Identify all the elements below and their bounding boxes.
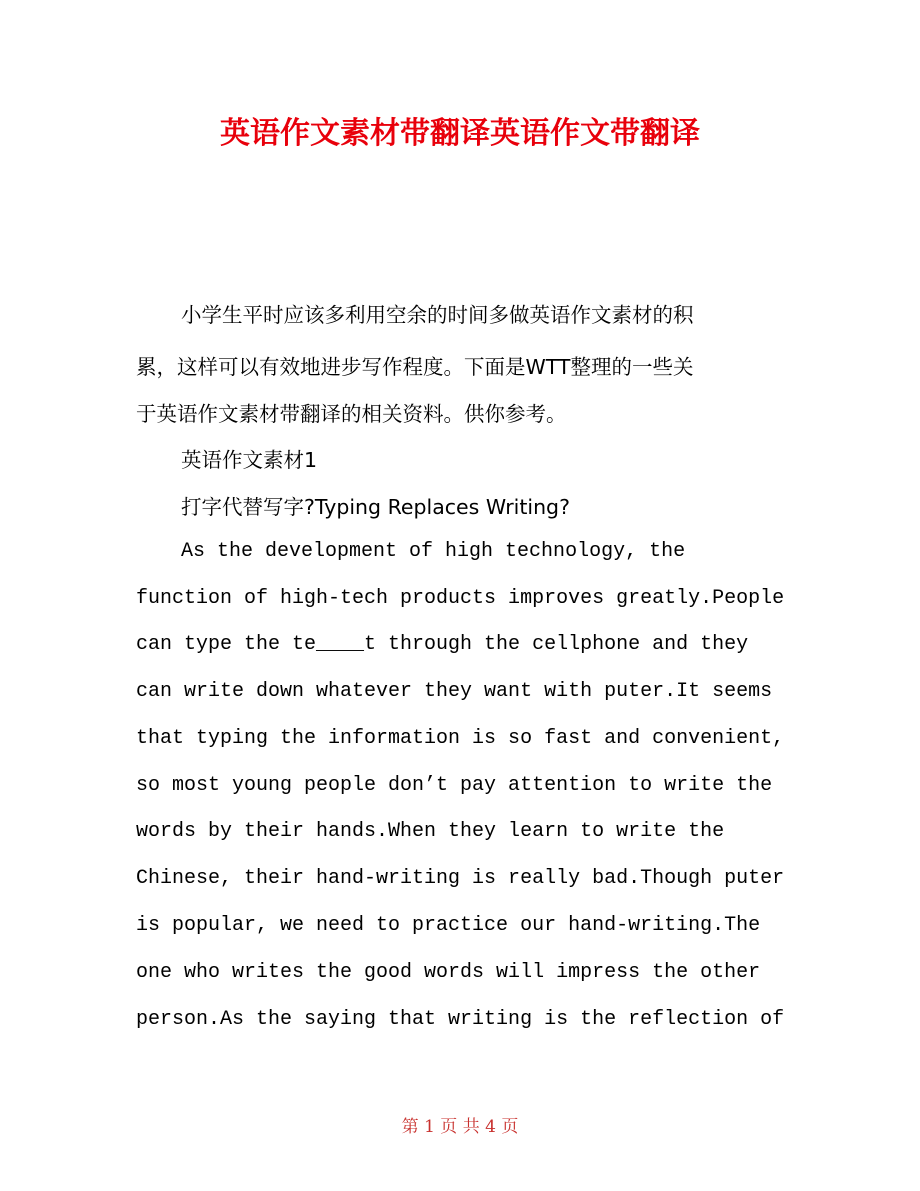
section-heading: 英语作文素材1 [181, 448, 318, 472]
essay-line-3: can type the te____t through the cellphone and they [136, 633, 749, 656]
essay-line-7: words by their hands.When they learn to write the [136, 820, 725, 843]
document-title: 英语作文素材带翻译英语作文带翻译 [220, 116, 700, 151]
essay-line-11: person.As the saying that writing is the reflection of [136, 1008, 785, 1031]
essay-line-2: function of high-tech products improves greatly.People [136, 587, 785, 610]
intro-line-3: 于英语作文素材带翻译的相关资料。供你参考。 [136, 402, 567, 426]
essay-line-5: that typing the information is so fast and convenient, [136, 727, 785, 750]
essay-line-4: can write down whatever they want with puter.It seems [136, 680, 773, 703]
essay-line-6: so most young people don’t pay attention to write the [136, 774, 773, 797]
essay-line-8: Chinese, their hand-writing is really bad.Though puter [136, 867, 785, 890]
essay-line-10: one who writes the good words will impress the other [136, 961, 761, 984]
essay-line-1: As the development of high technology, the [181, 540, 686, 563]
intro-line-1: 小学生平时应该多利用空余的时间多做英语作文素材的积 [181, 303, 694, 327]
essay-line-9: is popular, we need to practice our hand-writing.The [136, 914, 761, 937]
intro-line-2: 累，这样可以有效地进步写作程度。下面是WTT整理的一些关 [136, 355, 694, 379]
essay-title: 打字代替写字?Typing Replaces Writing? [181, 495, 570, 519]
page-number: 第 1 页 共 4 页 [401, 1117, 519, 1137]
